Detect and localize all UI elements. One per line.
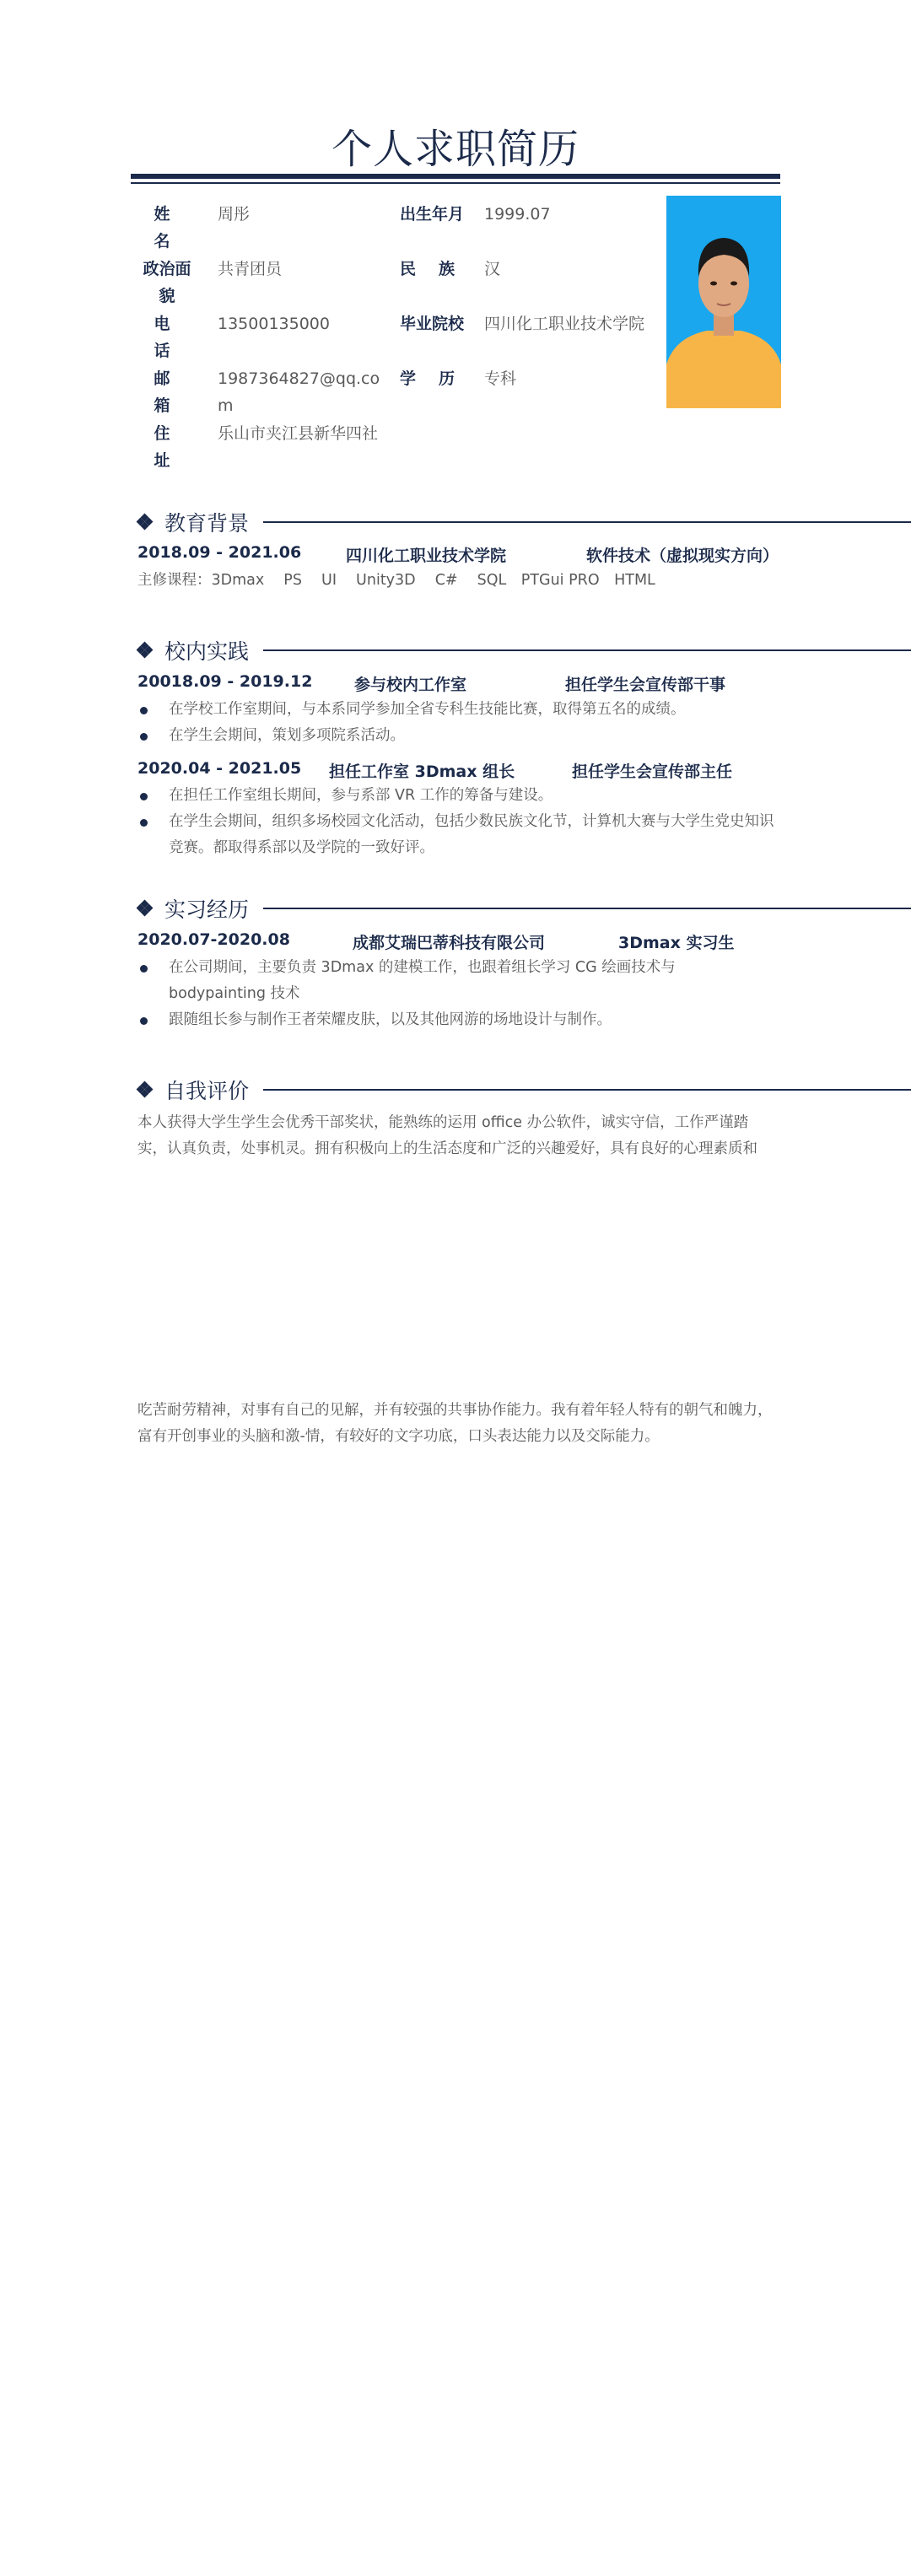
birth-value: 1999.07 — [484, 205, 551, 224]
birth-label: 出生年月 — [400, 205, 465, 224]
internship-bullet-2: 跟随组长参与制作王者荣耀皮肤，以及其他网游的场地设计与制作。 — [169, 1011, 612, 1028]
self-evaluation-part-2: 吃苦耐劳精神，对事有自己的见解，并有较强的共事协作能力。我有着年轻人特有的朝气和魄力，富有开创事业的头脑和激-情，有较好的文字功底，口头表达能力以及交际能力。 — [137, 1402, 773, 1445]
name-label: 姓名 — [154, 205, 170, 251]
campus-item-1-org: 参与校内工作室 — [354, 676, 467, 694]
address-value: 乐山市夹江县新华四社 — [218, 424, 379, 443]
name-value: 周彤 — [218, 205, 251, 224]
education-school: 四川化工职业技术学院 — [346, 547, 507, 565]
bullet-dot — [140, 733, 148, 741]
campus-item-1-period: 20018.09 - 2019.12 — [137, 672, 313, 691]
bullet-dot — [140, 707, 148, 714]
education-major: 软件技术（虚拟现实方向） — [586, 547, 779, 565]
campus-item-2-bullet-1: 在担任工作室组长期间，参与系部 VR 工作的筹备与建设。 — [169, 787, 553, 804]
education-period: 2018.09 - 2021.06 — [137, 543, 302, 562]
phone-label: 电话 — [154, 315, 170, 360]
education-title: 教育背景 — [164, 511, 250, 536]
email-value: 1987364827@qq.com — [218, 369, 380, 415]
campus-item-2-period: 2020.04 - 2021.05 — [137, 759, 302, 778]
campus-item-1-bullet-1: 在学校工作室期间，与本系同学参加全省专科生技能比赛，取得第五名的成绩。 — [169, 701, 686, 718]
internship-role: 3Dmax 实习生 — [618, 934, 735, 952]
email-label: 邮箱 — [154, 369, 170, 415]
bullet-dot — [140, 793, 148, 800]
internship-title: 实习经历 — [164, 897, 250, 922]
ethnic-value: 汉 — [484, 260, 501, 278]
ethnic-label: 民 族 — [400, 260, 459, 278]
diamond-bullet-icon — [137, 515, 153, 530]
diamond-bullet-icon — [137, 643, 153, 658]
internship-company: 成都艾瑞巴蒂科技有限公司 — [353, 934, 546, 952]
politics-value: 共青团员 — [218, 260, 283, 278]
campus-rule — [263, 649, 911, 651]
campus-item-1-bullet-2: 在学生会期间，策划多项院系活动。 — [169, 727, 405, 744]
campus-item-2-role: 担任学生会宣传部主任 — [572, 763, 733, 781]
internship-period: 2020.07-2020.08 — [137, 930, 290, 949]
page-title: 个人求职简历 — [331, 126, 579, 173]
address-label: 住址 — [154, 424, 170, 470]
bullet-dot — [140, 1017, 148, 1025]
campus-title: 校内实践 — [164, 639, 250, 664]
school-label: 毕业院校 — [400, 315, 465, 333]
self-evaluation-part-1: 本人获得大学生学生会优秀干部奖状，能熟练的运用 office 办公软件，诚实守信，工作严谨踏实，认真负责，处事机灵。拥有积极向上的生活态度和广泛的兴趣爱好，具有良好的心理素质和 — [137, 1114, 757, 1157]
title-divider-thin — [131, 182, 780, 184]
bullet-dot — [140, 965, 148, 973]
bullet-dot — [140, 819, 148, 827]
campus-item-2-bullet-2: 在学生会期间，组织多场校园文化活动，包括少数民族文化节，计算机大赛与大学生党史知识竞赛。都取得系部以及学院的一致好评。 — [169, 813, 774, 856]
portrait-image — [666, 196, 781, 408]
self-title: 自我评价 — [164, 1079, 250, 1103]
degree-label: 学 历 — [400, 369, 459, 388]
phone-value: 13500135000 — [218, 315, 330, 333]
education-courses: 主修课程：3Dmax PS UI Unity3D C# SQL PTGui PRO HTML — [137, 572, 655, 589]
degree-value: 专科 — [484, 369, 517, 388]
profile-photo — [666, 196, 781, 408]
school-value: 四川化工职业技术学院 — [484, 315, 645, 333]
politics-label: 政治面貌 — [143, 260, 191, 305]
education-rule — [263, 521, 911, 523]
internship-bullet-1: 在公司期间，主要负责 3Dmax 的建模工作，也跟着组长学习 CG 绘画技术与 bodypainting 技术 — [169, 959, 676, 1002]
diamond-bullet-icon — [137, 901, 153, 916]
self-rule — [263, 1089, 911, 1091]
campus-item-2-org: 担任工作室 3Dmax 组长 — [329, 763, 515, 781]
campus-item-1-role: 担任学生会宣传部干事 — [565, 676, 726, 694]
internship-rule — [263, 908, 911, 909]
diamond-bullet-icon — [137, 1082, 153, 1097]
title-divider — [131, 174, 780, 179]
